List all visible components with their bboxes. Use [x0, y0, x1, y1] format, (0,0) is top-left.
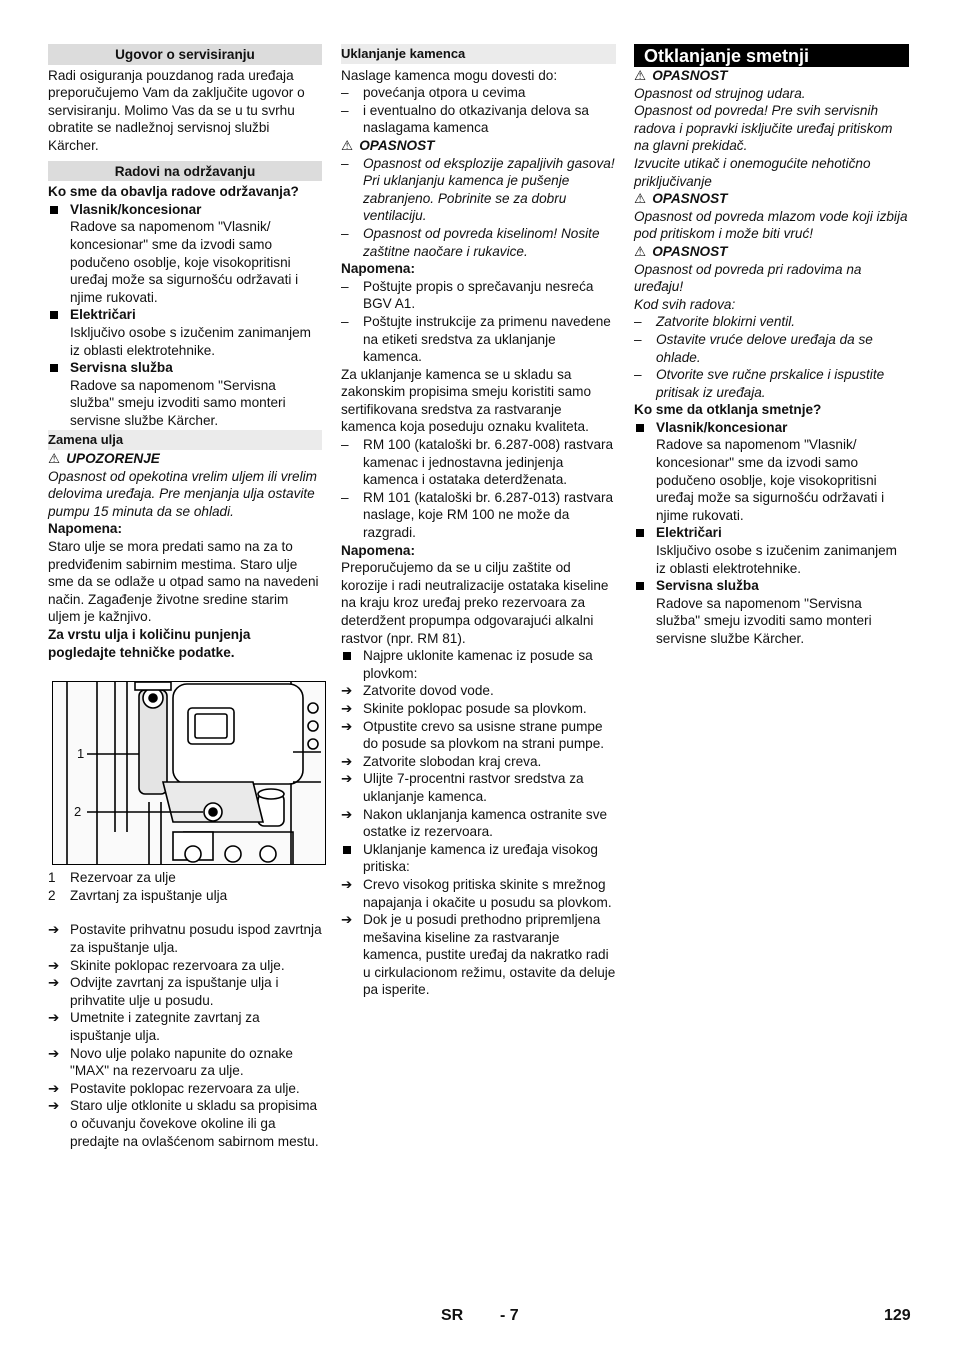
list-item — [341, 313, 616, 366]
dash-icon: – — [341, 102, 349, 118]
arrow-icon: ➔ — [48, 1098, 60, 1114]
legal-text: Za uklanjanje kamenca se u skladu sa zakonskim propisima smeju koristiti samo sertifikovana sredstva za rastvaranje kamenca koja poseduju oznaku kvaliteta. — [341, 366, 592, 435]
list-text: i eventualno do otkazivanja delova sa naslagama kamenca — [363, 102, 589, 136]
step-text: Otpustite crevo sa usisne strane pumpe do posude sa plovkom na strani pumpe. — [363, 718, 605, 752]
machine-drawing — [53, 682, 325, 864]
column-middle — [341, 44, 616, 999]
section-page: - 7 — [500, 1307, 519, 1324]
step-item — [341, 876, 616, 911]
list-item — [341, 436, 616, 489]
role-title: Servisna služba — [656, 578, 759, 594]
note-label: Napomena: — [48, 521, 123, 537]
danger-item — [341, 155, 616, 225]
danger-label — [341, 137, 616, 155]
note-text: Preporučujemo da se u cilju zaštite od korozije i radi neutralizacije ostataka kiseline na kraju kroz uređaj preko rezervoara za deterdžent propumpa odgovarajući alkalni rastvor (npr. RM 81). — [341, 560, 609, 646]
list-text: RM 100 (kataloški br. 6.287-008) rastvara kamenac i jednostavna jedinjenja kamenca i ostataka deterdženata. — [363, 437, 614, 488]
language-code: SR — [441, 1307, 464, 1324]
step-item — [341, 682, 616, 700]
arrow-icon: ➔ — [341, 912, 353, 928]
list-item — [48, 359, 322, 429]
dash-icon: – — [634, 331, 642, 347]
step-text: Dok je u posudi prethodno pripremljena mešavina kiseline za rastvaranje kamenca, pustite uređaj da nakratko radi u cirkulacionom režimu, ostavite da deluje pa isperite. — [363, 912, 616, 998]
note-label: Napomena: — [341, 261, 416, 277]
step-text: Crevo visokog pritiska skinite s mrežnog napajanja i okačite u posudu sa plovkom. — [363, 876, 612, 910]
danger-label-text: OPASNOST — [652, 191, 728, 207]
list-item — [634, 524, 909, 577]
heading-oil-change: Zamena ulja — [48, 430, 322, 450]
step-item — [341, 753, 616, 771]
legend-text: Zavrtanj za ispuštanje ulja — [70, 887, 228, 903]
heading-troubleshooting: Otklanjanje smetnji — [634, 44, 909, 67]
step-text: Novo ulje polako napunite do oznake "MAX" na rezervoaru za ulje. — [70, 1045, 293, 1079]
list-text: RM 101 (kataloški br. 6.287-013) rastvara naslage, koje RM 100 ne može da razgradi. — [363, 489, 614, 541]
column-left — [48, 44, 322, 1150]
list-item — [341, 278, 616, 313]
arrow-icon: ➔ — [48, 1080, 60, 1096]
role-title: Vlasnik/koncesionar — [70, 201, 202, 217]
legend-text: Rezervoar za ulje — [70, 870, 176, 886]
warning-label-text: UPOZORENJE — [66, 451, 160, 467]
dash-icon: – — [341, 437, 349, 453]
danger-text: Otvorite sve ručne prskalice i ispustite pritisak iz uređaja. — [656, 367, 885, 400]
step-text: Skinite poklopac rezervoara za ulje. — [70, 957, 285, 973]
step-text: Odvijte zavrtanj za ispuštanje ulja i prihvatite ulje u posudu. — [70, 975, 279, 1008]
role-title: Električari — [70, 307, 136, 323]
list-text: Poštujte instrukcije za primenu navedene na etiketi sredstva za uklanjanje kamenca. — [363, 313, 611, 365]
callout-1: 1 — [77, 746, 85, 762]
danger-text: Izvucite utikač i onemogućite nehotično priključivanje — [634, 155, 871, 189]
warning-icon: ⚠ — [634, 191, 647, 207]
danger-item — [341, 225, 616, 260]
descaling-intro: Naslage kamenca mogu dovesti do: — [341, 67, 558, 83]
danger-text: Opasnost od povreda! Pre svih servisnih radova i popravki isključite uređaj pritiskom na glavni prekidač. — [634, 103, 893, 154]
heading-service-contract: Ugovor o servisiranju — [48, 44, 322, 65]
arrow-icon: ➔ — [341, 718, 353, 734]
list-item — [341, 102, 616, 137]
role-text: Radove sa napomenom "Servisna služba" smeju izvoditi samo monteri servisne službe Kärcher. — [70, 377, 286, 428]
danger-label — [634, 67, 909, 85]
dash-icon: – — [341, 85, 349, 101]
bullet-square-icon — [50, 311, 58, 319]
danger-text: Zatvorite blokirni ventil. — [656, 314, 796, 330]
oil-reference: Za vrstu ulja i količinu punjenja pogledajte tehničke podatke. — [48, 627, 251, 660]
legend-item — [48, 869, 322, 887]
arrow-icon: ➔ — [341, 700, 353, 716]
arrow-icon: ➔ — [48, 922, 60, 938]
bullet-square-icon — [343, 846, 351, 854]
arrow-icon: ➔ — [341, 806, 353, 822]
warning-label — [48, 450, 322, 468]
step-item — [341, 700, 616, 718]
danger-label-text: OPASNOST — [652, 68, 728, 83]
note-label: Napomena: — [341, 542, 416, 558]
list-item — [341, 647, 616, 682]
oil-steps — [48, 921, 322, 1150]
legend-number: 1 — [48, 870, 56, 886]
role-title: Vlasnik/koncesionar — [656, 419, 788, 435]
page-number: 129 — [884, 1307, 911, 1324]
step-text: Staro ulje otklonite u skladu sa propisima o očuvanju čovekove okoline ili ga predajte na ovlašćenom sabirnom mestu. — [70, 1098, 319, 1149]
bullet-square-icon — [636, 529, 644, 537]
role-text: Radove sa napomenom "Vlasnik/ koncesionar" sme da izvodi samo podučeno osoblje, koje visokopritisni uređaj može sa sigurnošću održavati i njime rukovati. — [656, 437, 885, 523]
role-text: Isključivo osobe s izučenim zanimanjem iz oblasti elektrotehnike. — [656, 543, 898, 576]
arrow-icon: ➔ — [341, 753, 353, 769]
list-item — [48, 306, 322, 359]
service-contract-text: Radi osiguranja pouzdanog rada uređaja preporučujemo Vam da zaključite ugovor o servisiranju. Molimo Vas da se u tu svrhu obratite se nadležnoj servisnoj službi Kärcher. — [48, 67, 305, 153]
list-item — [341, 84, 616, 102]
warning-text: Opasnost od opekotina vrelim uljem ili vrelim delovima uređaja. Pre menjanja ulja ostavite pumpu 15 minuta da se ohladi. — [48, 468, 317, 519]
list-item — [634, 419, 909, 525]
step-item — [341, 770, 616, 805]
danger-item — [634, 313, 909, 331]
spacer — [48, 904, 322, 921]
figure-legend — [48, 869, 322, 904]
dash-icon: – — [341, 155, 349, 171]
bullet-square-icon — [343, 652, 351, 660]
step-item — [48, 957, 322, 975]
step-text: Postavite poklopac rezervoara za ulje. — [70, 1080, 300, 1096]
role-title: Električari — [656, 525, 722, 541]
dash-icon: – — [634, 314, 642, 330]
warning-icon: ⚠ — [634, 243, 647, 259]
heading-maintenance: Radovi na održavanju — [48, 161, 322, 182]
list-text: Uklanjanje kamenca iz uređaja visokog pritiska: — [363, 841, 598, 875]
warning-icon: ⚠ — [48, 451, 61, 467]
step-text: Skinite poklopac posude sa plovkom. — [363, 700, 587, 716]
danger-text: Opasnost od povreda pri radovima na uređaju! — [634, 261, 862, 295]
danger-text: Ostavite vruće delove uređaja da se ohlade. — [656, 331, 873, 365]
danger-text: Opasnost od eksplozije zapaljivih gasova! Pri uklanjanju kamenca je pušenje zabranjeno. Pobrinite se za dobru ventilaciju. — [363, 155, 615, 224]
arrow-icon: ➔ — [48, 975, 60, 991]
dash-icon: – — [341, 225, 349, 241]
step-text: Umetnite i zategnite zavrtanj za ispuštanje ulja. — [70, 1010, 260, 1043]
warning-icon: ⚠ — [341, 137, 354, 153]
step-item — [48, 974, 322, 1009]
step-item — [341, 911, 616, 999]
page-footer — [0, 1307, 954, 1329]
bullet-square-icon — [636, 424, 644, 432]
arrow-icon: ➔ — [341, 771, 353, 787]
list-text: povećanja otpora u cevima — [363, 85, 526, 101]
dash-icon: – — [341, 278, 349, 294]
list-text: Poštujte propis o sprečavanju nesreća BGV A1. — [363, 278, 594, 312]
step-item — [48, 1080, 322, 1098]
step-item — [48, 921, 322, 956]
who-fixes-question: Ko sme da otklanja smetnje? — [634, 402, 822, 418]
role-title: Servisna služba — [70, 360, 173, 376]
bullet-square-icon — [636, 582, 644, 590]
legend-number: 2 — [48, 887, 56, 903]
role-text: Radove sa napomenom "Vlasnik/ koncesionar" sme da izvodi samo podučeno osoblje, koje visokopritisni uređaj može sa sigurnošću održavati i njime rukovati. — [70, 219, 299, 305]
column-right — [634, 44, 909, 648]
warning-icon: ⚠ — [634, 68, 647, 83]
arrow-icon: ➔ — [48, 1045, 60, 1061]
danger-text: Opasnost od strujnog udara. — [634, 85, 806, 101]
step-item — [341, 806, 616, 841]
bullet-square-icon — [50, 364, 58, 372]
legend-item — [48, 887, 322, 905]
who-maintains-question: Ko sme da obavlja radove održavanja? — [48, 184, 299, 200]
danger-text: Opasnost od povreda mlazom vode koji izbija pod pritiskom i može biti vruć! — [634, 208, 908, 242]
dash-icon: – — [341, 313, 349, 329]
danger-label — [634, 190, 909, 208]
note-text: Staro ulje se mora predati samo na za to predviđenim sabirnim mestima. Staro ulje sme da se odlaže u otpad samo na navedeni način. Zagađenje životne sredine starim uljem je kažnjivo. — [48, 539, 319, 625]
danger-label-text: OPASNOST — [652, 243, 728, 259]
step-text: Zatvorite slobodan kraj creva. — [363, 753, 542, 769]
arrow-icon: ➔ — [48, 957, 60, 973]
danger-subtitle: Kod svih radova: — [634, 296, 736, 312]
bullet-square-icon — [50, 206, 58, 214]
step-text: Postavite prihvatnu posudu ispod zavrtnja za ispuštanje ulja. — [70, 922, 322, 955]
list-item — [341, 841, 616, 876]
step-item — [48, 1009, 322, 1044]
callout-2: 2 — [74, 804, 82, 820]
danger-text: Opasnost od povreda kiselinom! Nosite zaštitne naočare i rukavice. — [363, 225, 600, 259]
list-text: Najpre uklonite kamenac iz posude sa plovkom: — [363, 648, 593, 681]
danger-item — [634, 331, 909, 366]
step-item — [48, 1045, 322, 1080]
list-item — [48, 201, 322, 307]
danger-label-text: OPASNOST — [359, 137, 435, 153]
list-item — [634, 577, 909, 647]
step-text: Ulijte 7-procentni rastvor sredstva za uklanjanje kamenca. — [363, 771, 584, 804]
danger-label — [634, 243, 909, 261]
dash-icon: – — [341, 489, 349, 505]
dash-icon: – — [634, 367, 642, 383]
role-text: Isključivo osobe s izučenim zanimanjem iz oblasti elektrotehnike. — [70, 324, 312, 358]
role-text: Radove sa napomenom "Servisna služba" smeju izvoditi samo monteri servisne službe Kärcher. — [656, 595, 872, 646]
arrow-icon: ➔ — [341, 683, 353, 699]
list-item — [341, 489, 616, 542]
arrow-icon: ➔ — [48, 1010, 60, 1026]
arrow-icon: ➔ — [341, 876, 353, 892]
step-item — [48, 1097, 322, 1150]
danger-item — [634, 366, 909, 401]
step-text: Zatvorite dovod vode. — [363, 683, 494, 699]
step-item — [341, 718, 616, 753]
heading-descaling: Uklanjanje kamenca — [341, 44, 616, 64]
step-text: Nakon uklanjanja kamenca ostranite sve ostatke iz rezervoara. — [363, 806, 608, 840]
oil-tank-figure — [52, 681, 326, 865]
